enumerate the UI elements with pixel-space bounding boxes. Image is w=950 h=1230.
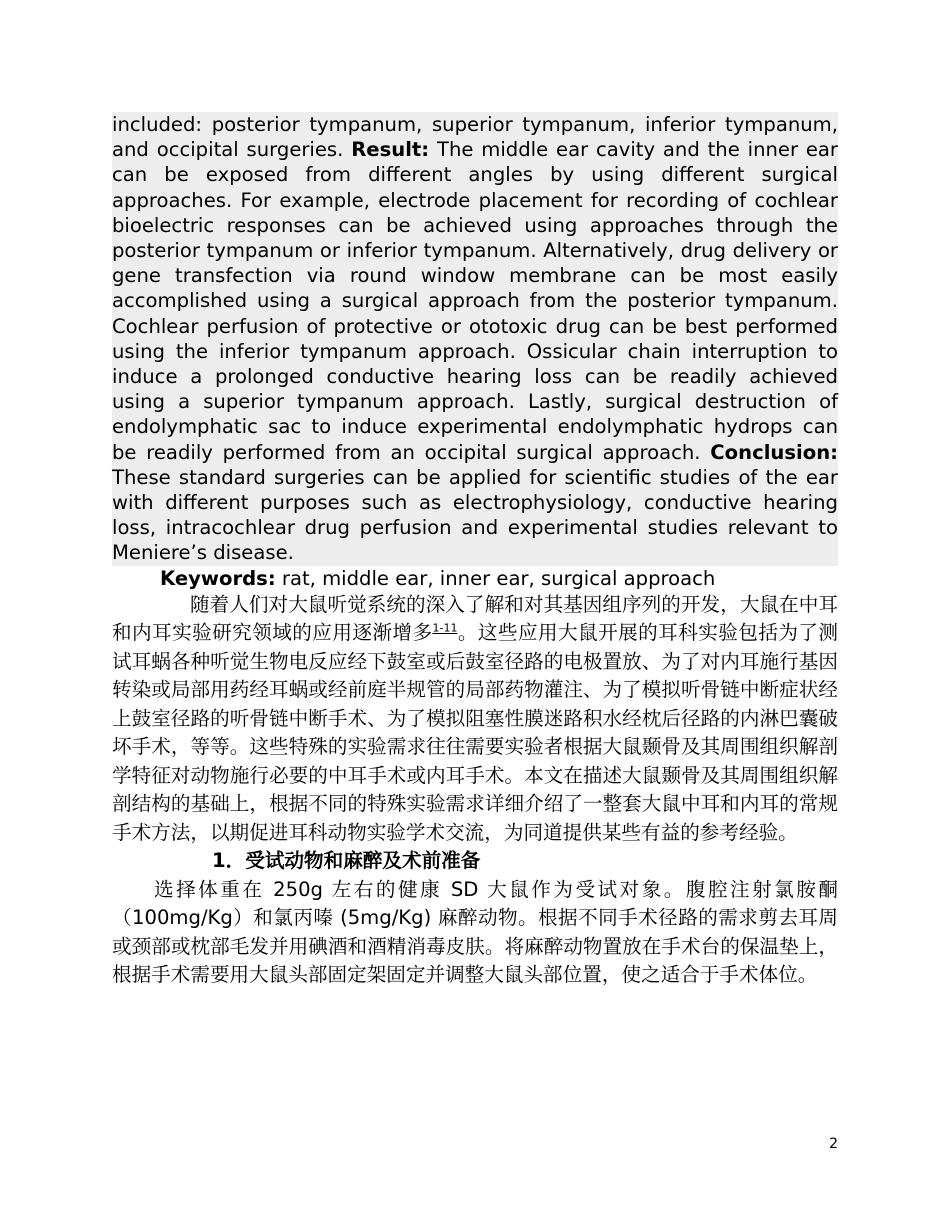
intro-text-continued: 。这些应用大鼠开展的耳科实验包括为了测试耳蜗各种听觉生物电反应经下鼓室或后鼓室径路的电极置放、为了对内耳施行基因转染或局部用药经耳蜗或经前庭半规管的局部药物灌注、为了模拟听骨链中断症状经上鼓室径路的听骨链中断手术、为了模拟阻塞性膜迷路积水经枕后径路的内淋巴囊破坏手术，等等。这些特殊的实验需求往往需要实验者根据大鼠颞骨及其周围组织解剖学特征对动物施行必要的中耳手术或内耳手术。本文在描述大鼠颞骨及其周围组织解剖结构的基础上，根据不同的特殊实验需求详细介绍了一整套大鼠中耳和内耳的常规手术方法，以期促进耳科动物实验学术交流，为同道提供某些有益的参考经验。 bbox=[112, 621, 839, 844]
section-paragraph: 选择体重在 250g 左右的健康 SD 大鼠作为受试对象。腹腔注射氯胺酮（100mg/Kg）和氯丙嗪 (5mg/Kg) 麻醉动物。根据不同手术径路的需求剪去耳周或颈部或枕部毛发并用碘酒和酒精消毒皮肤。将麻醉动物置放在手术台的保温垫上，根据手术需要用大鼠头部固定架固定并调整大鼠头部位置，使之适合于手术体位。 bbox=[112, 877, 838, 987]
result-label: Result: bbox=[351, 138, 430, 162]
keywords-text: rat, middle ear, inner ear, surgical approach bbox=[275, 566, 716, 590]
page-number: 2 bbox=[829, 1136, 838, 1152]
abstract-intro: included: posterior tympanum, superior tympanum, inferior tympanum, and occipital surgeries. bbox=[112, 113, 838, 162]
conclusion-text: These standard surgeries can be applied for scientific studies of the ear with different purposes such as electrophysiology, conductive hearing loss, intracochlear drug perfusion and experimental studies relevant to Meniere’s disease. bbox=[112, 465, 838, 565]
intro-text: 随着人们对大鼠听觉系统的深入了解和对其基因组序列的开发，大鼠在中耳和内耳实验研究领域的应用逐渐增多 bbox=[112, 592, 838, 645]
conclusion-label: Conclusion: bbox=[710, 440, 838, 464]
intro-paragraph bbox=[112, 591, 838, 848]
citation-link[interactable]: 1-11 bbox=[432, 621, 458, 635]
abstract-paragraph bbox=[112, 112, 838, 566]
section-heading: 1．受试动物和麻醉及术前准备 bbox=[212, 849, 481, 873]
keywords-label: Keywords: bbox=[160, 566, 276, 590]
page-content bbox=[112, 112, 838, 990]
result-text: The middle ear cavity and the inner ear can be exposed from different angles by using different surgical approaches. For example, electrode placement for recording of cochlear bioelectric responses can be achieved using approaches through the posterior tympanum or inferior tympanum. Alternatively, drug delivery or gene transfection via round window membrane can be most easily accomplished using a surgical approach from the posterior tympanum. Cochlear perfusion of protective or ototoxic drug can be best performed using the inferior tympanum approach. Ossicular chain interruption to induce a prolonged conductive hearing loss can be readily achieved using a superior tympanum approach. Lastly, surgical destruction of endolymphatic sac to induce experimental endolymphatic hydrops can be readily performed from an occipital surgical approach. bbox=[112, 138, 838, 464]
keywords-line bbox=[112, 566, 838, 591]
